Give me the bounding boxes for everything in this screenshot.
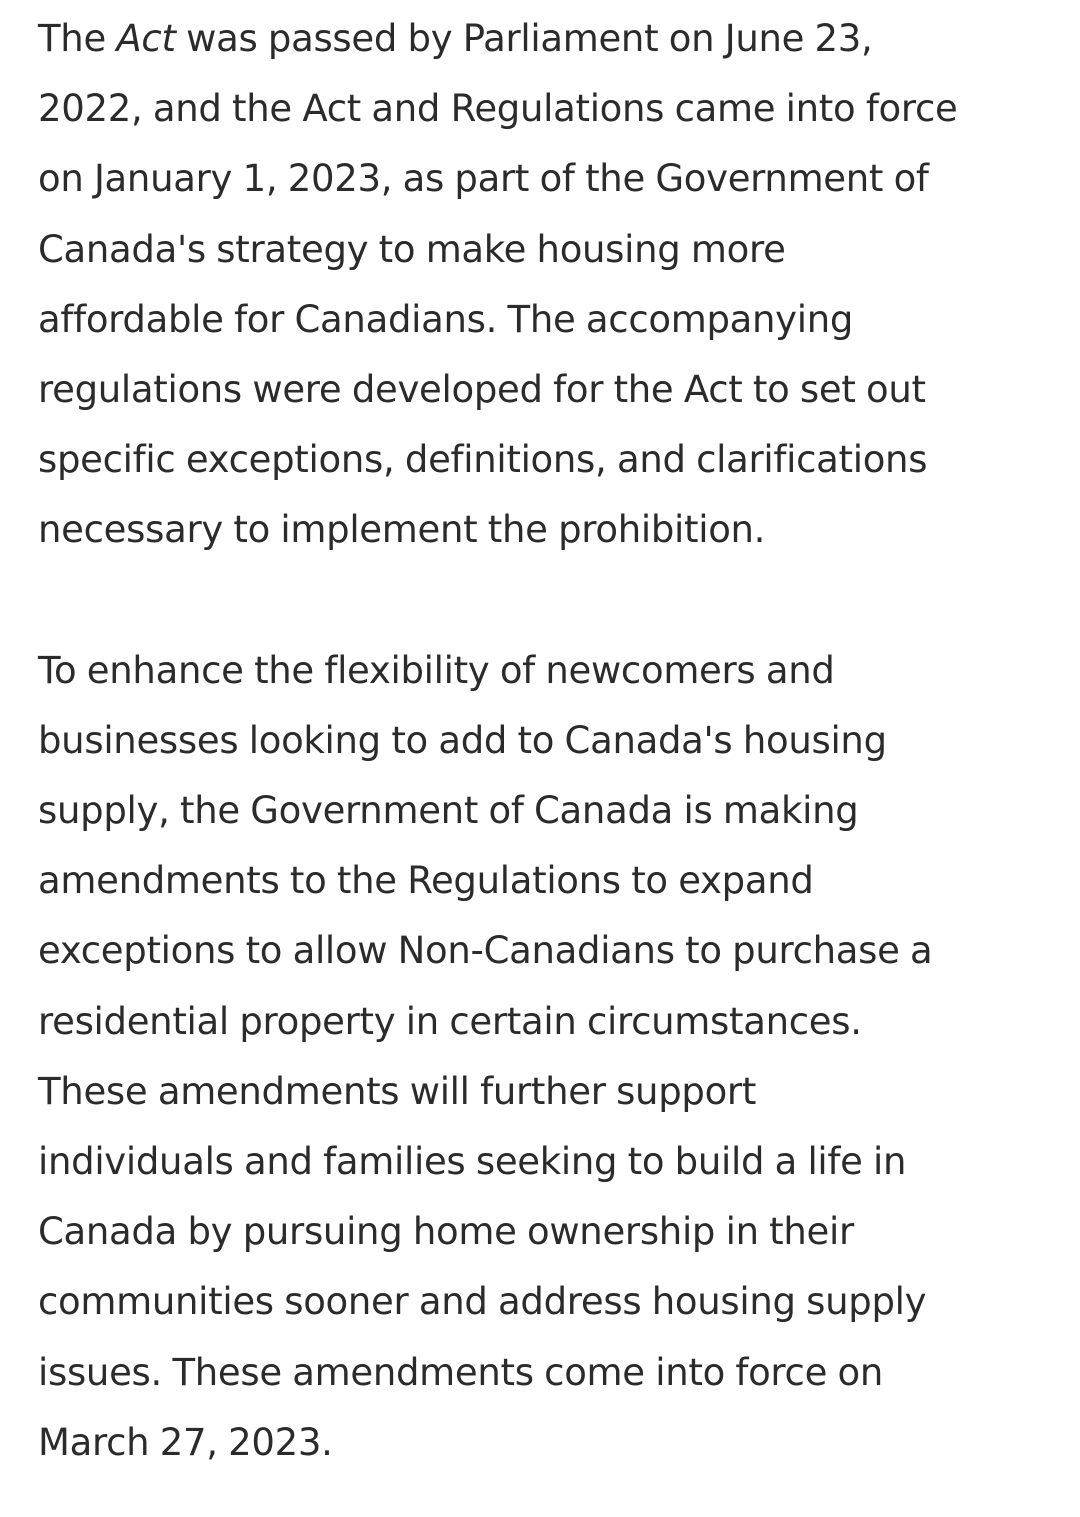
- text-line: To enhance the flexibility of newcomers and: [38, 648, 835, 692]
- text-line: specific exceptions, definitions, and clarifications: [38, 438, 928, 482]
- text-line: regulations were developed for the Act to set out: [38, 368, 926, 412]
- text-line: Canada by pursuing home ownership in their: [38, 1210, 854, 1254]
- text-line: residential property in certain circumstances.: [38, 999, 862, 1043]
- text-line: 2022, and the Act and Regulations came into force: [38, 87, 958, 131]
- text-line: March 27, 2023.: [38, 1420, 333, 1464]
- text-line: individuals and families seeking to build a life in: [38, 1140, 907, 1184]
- text-line: on January 1, 2023, as part of the Government of: [38, 157, 929, 201]
- text-line: necessary to implement the prohibition.: [38, 508, 766, 552]
- text-run: The: [38, 17, 117, 60]
- paragraph-act-overview: [38, 4, 1068, 566]
- text-run: was passed by Parliament on June 23,: [175, 17, 873, 60]
- italic-act-term: Act: [116, 17, 176, 60]
- article-body: [38, 4, 1068, 1478]
- text-line: These amendments will further support: [38, 1069, 757, 1113]
- paragraph-amendments: [38, 636, 1068, 1478]
- text-line: affordable for Canadians. The accompanying: [38, 297, 854, 341]
- text-line: [38, 4, 1068, 74]
- text-line: businesses looking to add to Canada's housing: [38, 718, 887, 762]
- text-line: amendments to the Regulations to expand: [38, 859, 814, 903]
- text-line: issues. These amendments come into force on: [38, 1350, 883, 1394]
- text-line: communities sooner and address housing supply: [38, 1280, 927, 1324]
- text-line: Canada's strategy to make housing more: [38, 227, 786, 271]
- text-line: exceptions to allow Non-Canadians to purchase a: [38, 929, 933, 973]
- text-line: supply, the Government of Canada is making: [38, 789, 859, 833]
